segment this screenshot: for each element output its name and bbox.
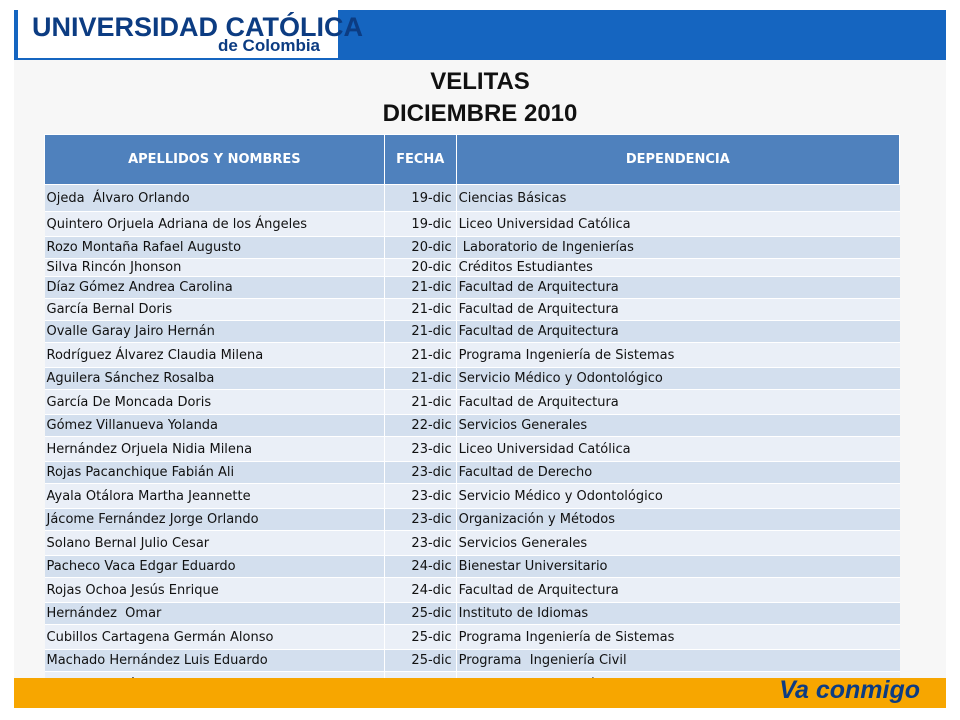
cell-department: Facultad de Arquitectura [456,299,899,321]
birthday-table [44,134,900,697]
cell-department: Créditos Estudiantes [456,259,899,277]
cell-department: Facultad de Derecho [456,462,899,484]
table-row [45,321,900,343]
column-header-name: APELLIDOS Y NOMBRES [45,135,385,185]
cell-department: Facultad de Arquitectura [456,277,899,299]
table-row [45,368,900,390]
table-row [45,343,900,368]
logo-word-catolica: CATÓLICA [225,12,364,42]
table-row [45,603,900,625]
footer-tagline: Va conmigo [779,676,920,704]
cell-name: Silva Rincón Jhonson [45,259,385,277]
cell-date: 21-dic [384,299,456,321]
cell-date: 21-dic [384,368,456,390]
cell-department: Ciencias Básicas [456,185,899,212]
table-row [45,462,900,484]
table-row [45,185,900,212]
cell-name: Hernández Omar [45,603,385,625]
cell-name: Aguilera Sánchez Rosalba [45,368,385,390]
column-header-date: FECHA [384,135,456,185]
cell-department: Facultad de Arquitectura [456,321,899,343]
table-row [45,650,900,672]
table-row [45,237,900,259]
logo-subtitle: de Colombia [218,36,321,55]
cell-date: 20-dic [384,259,456,277]
cell-name: Rojas Ochoa Jesús Enrique [45,578,385,603]
cell-date: 25-dic [384,603,456,625]
cell-name: Ayala Otálora Martha Jeannette [45,484,385,509]
cell-date: 20-dic [384,237,456,259]
cell-name: Solano Bernal Julio Cesar [45,531,385,556]
table-row [45,390,900,415]
cell-name: Gómez Villanueva Yolanda [45,415,385,437]
cell-date: 23-dic [384,484,456,509]
cell-name: Díaz Gómez Andrea Carolina [45,277,385,299]
cell-department: Liceo Universidad Católica [456,437,899,462]
cell-name: García Bernal Doris [45,299,385,321]
cell-department: Laboratorio de Ingenierías [456,237,899,259]
table-row [45,578,900,603]
page-title: VELITAS [430,68,530,95]
cell-date: 23-dic [384,531,456,556]
cell-date: 25-dic [384,650,456,672]
table-body [45,185,900,697]
cell-name: Rozo Montaña Rafael Augusto [45,237,385,259]
cell-department: Bienestar Universitario [456,556,899,578]
cell-date: 25-dic [384,625,456,650]
cell-date: 19-dic [384,185,456,212]
table-row [45,509,900,531]
cell-date: 24-dic [384,556,456,578]
cell-department: Programa Ingeniería de Sistemas [456,625,899,650]
cell-date: 23-dic [384,509,456,531]
table-row [45,437,900,462]
table-row [45,277,900,299]
cell-date: 21-dic [384,321,456,343]
cell-department: Organización y Métodos [456,509,899,531]
cell-name: Rojas Pacanchique Fabián Ali [45,462,385,484]
cell-date: 21-dic [384,277,456,299]
cell-date: 21-dic [384,390,456,415]
cell-name: Jácome Fernández Jorge Orlando [45,509,385,531]
table-row [45,259,900,277]
column-header-department: DEPENDENCIA [456,135,899,185]
table-row [45,484,900,509]
cell-date: 24-dic [384,578,456,603]
cell-name: Pacheco Vaca Edgar Eduardo [45,556,385,578]
table-row [45,299,900,321]
cell-name: Ovalle Garay Jairo Hernán [45,321,385,343]
cell-name: Ojeda Álvaro Orlando [45,185,385,212]
cell-department: Instituto de Idiomas [456,603,899,625]
cell-department: Programa Ingeniería Civil [456,650,899,672]
cell-department: Servicios Generales [456,415,899,437]
cell-name: Hernández Orjuela Nidia Milena [45,437,385,462]
cell-department: Facultad de Arquitectura [456,578,899,603]
cell-date: 21-dic [384,343,456,368]
cell-name: Quintero Orjuela Adriana de los Ángeles [45,212,385,237]
logo-word-universidad: UNIVERSIDAD [32,12,219,42]
table-row [45,625,900,650]
cell-name: García De Moncada Doris [45,390,385,415]
table-row [45,212,900,237]
cell-department: Facultad de Arquitectura [456,390,899,415]
cell-name: Machado Hernández Luis Eduardo [45,650,385,672]
cell-department: Servicio Médico y Odontológico [456,368,899,390]
cell-date: 19-dic [384,212,456,237]
cell-department: Programa Ingeniería de Sistemas [456,343,899,368]
cell-department: Servicio Médico y Odontológico [456,484,899,509]
cell-department: Liceo Universidad Católica [456,212,899,237]
cell-date: 22-dic [384,415,456,437]
page-subtitle: DICIEMBRE 2010 [382,100,578,127]
cell-name: Cubillos Cartagena Germán Alonso [45,625,385,650]
cell-name: Rodríguez Álvarez Claudia Milena [45,343,385,368]
cell-date: 23-dic [384,437,456,462]
cell-department: Servicios Generales [456,531,899,556]
table-row [45,415,900,437]
university-logo [18,8,364,58]
table-header-row [45,135,900,185]
table-row [45,531,900,556]
cell-date: 23-dic [384,462,456,484]
table-row [45,556,900,578]
